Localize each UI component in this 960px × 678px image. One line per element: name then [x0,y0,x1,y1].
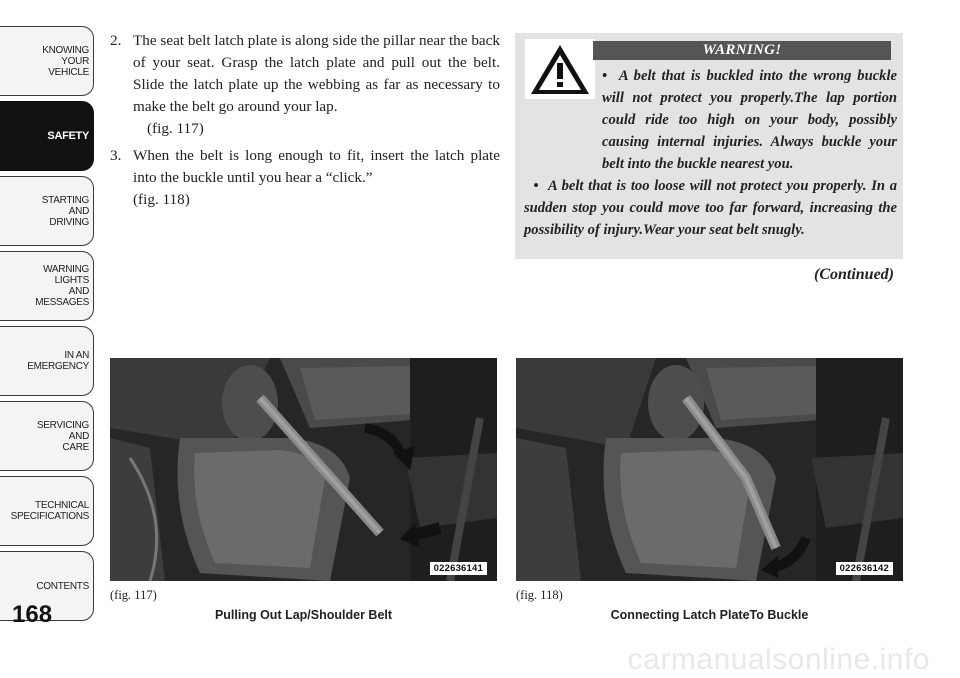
tab-label-line: LIGHTS [54,275,89,286]
warning-bullet-1: A belt that is buckled into the wrong buckle will not protect you properly.The lap portion could ride too high on your body, possibly causing internal injuries. Always buckle your belt into the buckle nearest you. [602,68,897,172]
tab-label-line: AND [68,430,89,442]
figure-117-ref: (fig. 117) [110,588,157,602]
warning-text [524,65,897,241]
tab-starting-and-driving[interactable] [0,176,94,246]
step-2 [108,30,500,140]
tab-label-line: SPECIFICATIONS [10,511,89,522]
tab-label-line: STARTING [41,194,89,206]
tab-label-line: IN AN [64,350,89,361]
warning-bullet-2: A belt that is too loose will not protect you properly. In a sudden stop you could move too far forward, increasing the possibility of injury.Wear your seat belt snugly. [524,178,898,238]
tab-label-line: EMERGENCY [27,361,89,372]
instruction-steps [108,30,500,216]
figure-reference[interactable]: (fig. 118) [133,191,190,208]
tab-label-line: YOUR [61,55,89,67]
step-text: When the belt is long enough to fit, insert the latch plate into the buckle until you hear a “click.” [133,147,500,186]
tab-label-line: CONTENTS [36,580,89,592]
tab-label-line: AND [68,205,89,217]
tab-label-line: DRIVING [49,216,89,228]
image-code: 0226361​41 [430,562,487,575]
page-number: 168 [12,601,53,628]
figure-118-image [516,358,903,581]
figure-reference[interactable]: (fig. 117) [147,120,204,137]
step-number: 3. [110,147,122,164]
continued-label: (Continued) [813,266,894,283]
tab-servicing-and-care[interactable] [0,401,94,471]
tab-label-line: CARE [62,441,89,453]
tab-label-line: VEHICLE [48,66,89,78]
tab-label-line: WARNING [43,264,89,275]
tab-safety[interactable] [0,101,94,171]
figure-117-caption: Pulling Out Lap/Shoulder Belt [214,608,393,622]
step-number: 2. [110,32,122,49]
watermark: carmanualsonline.info [627,643,930,676]
tab-label-line: AND [68,286,89,297]
figure-118-ref: (fig. 118) [516,588,563,602]
image-code: 022636142 [836,562,893,575]
tab-label-line: SAFETY [47,129,89,142]
warning-title: WARNING! [593,41,891,60]
tab-technical-specifications[interactable] [0,476,94,546]
tab-knowing-your-vehicle[interactable] [0,26,94,96]
warning-box [515,33,903,259]
tab-label-line: MESSAGES [35,297,89,308]
step-text: The seat belt latch plate is along side the pillar near the back of your seat. Grasp the latch plate and pull out the belt. Slide the latch plate up the webbing as far as necessary to make the belt go around your lap. [133,32,500,115]
figure-117-image [110,358,497,581]
tab-label-line: TECHNICAL [35,500,89,511]
bullet-symbol: • [602,68,608,84]
bullet-symbol: • [533,178,539,194]
tab-label-line: SERVICING [36,419,89,431]
tab-in-an-emergency[interactable] [0,326,94,396]
tab-label-line: KNOWING [42,44,89,56]
tab-warning-lights-and-messages[interactable] [0,251,94,321]
figure-118-caption: Connecting Latch PlateTo Buckle [610,608,809,622]
step-3 [108,145,500,211]
